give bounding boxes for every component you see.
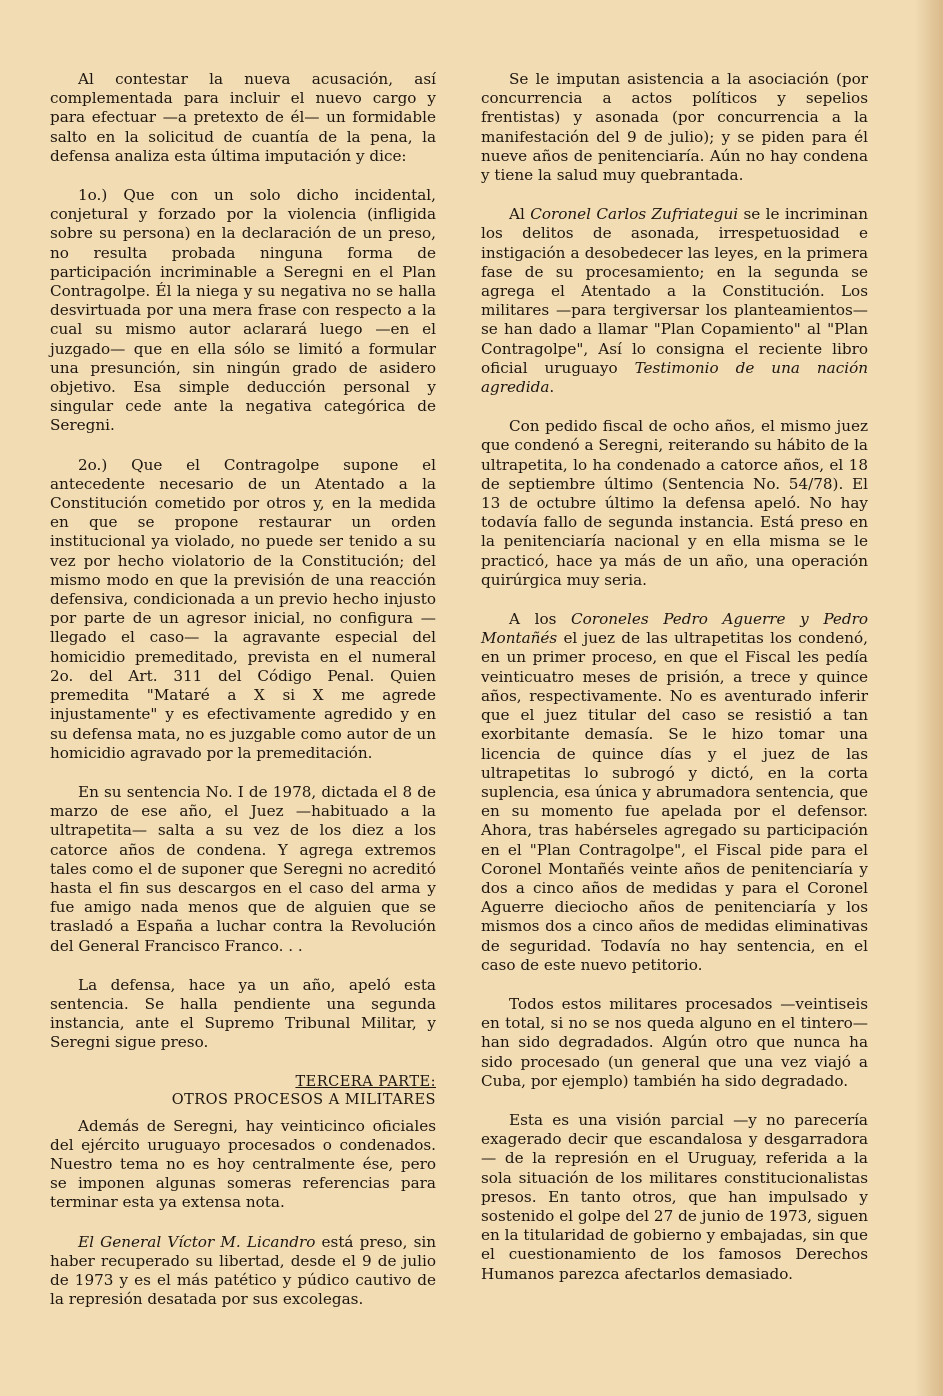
paragraph: 1o.) Que con un solo dicho incidental, conjetural y forzado por la violencia (infligida sobre su persona) en la declaración de un preso, no resulta probada ninguna forma de participación incriminable a Seregni en el Plan Contragolpe. Él la niega y su negativa no se halla desvirtuada por una mera frase con respecto a la cual su mismo autor aclarará luego —en el juzgado— que en ella sólo se limitó a formular una presunción, sin ningún grado de asidero objetivo. Esa simple deducción personal y singular cede ante la negativa categórica de Seregni. bbox=[50, 186, 436, 435]
paragraph: En su sentencia No. I de 1978, dictada el 8 de marzo de ese año, el Juez —habituado a la ultrapetita— salta a su vez de los diez a los catorce años de condena. Y agrega extremos tales como el de suponer que Seregni no acreditó hasta el fin sus descargos en el caso del arma y fue amigo nada menos que de alguien que se trasladó a España a luchar contra la Revolución del General Francisco Franco. . . bbox=[50, 782, 436, 955]
paragraph-text: el juez de las ultrapetitas los condenó, en un primer proceso, en que el Fiscal les pedía veinticuatro meses de prisión, a trece y quince años, respectivamente. No es aventurado inferir que el juez titular del caso se resistió a tan exorbitante demasía. Se le hizo tomar una licencia de quince días y el juez de las ultrapetitas lo subrogó y dictó, en la corta suplencia, esa única y abrumadora sentencia, que en su momento fue apelada por el defensor. Ahora, tras habérseles agregado su participación en el "Plan Contragolpe", el Fiscal pide para el Coronel Montañés veinte años de penitenciaría y dos a cinco años de medidas y para el Coronel Aguerre dieciocho años de penitenciaría y los mismos dos a cinco años de medidas eliminativas de seguridad. Todavía no hay sentencia, en el caso de este nuevo petitorio. bbox=[481, 629, 868, 974]
paragraph-text: A los bbox=[509, 610, 572, 629]
person-name: Coronel Carlos Zufriategui bbox=[530, 205, 739, 224]
section-heading-part: TERCERA PARTE: bbox=[295, 1073, 436, 1090]
paragraph: Al contestar la nueva acusación, así complementada para incluir el nuevo cargo y para efectuar —a pretexto de él— un formidable salto en la solicitud de cuantía de la pena, la defensa analiza esta última imputación y dice: bbox=[50, 70, 436, 165]
paragraph: Todos estos militares procesados —veintiseis en total, si no se nos queda alguno en el tintero— han sido degradados. Algún otro que nunca ha sido procesado (un general que una vez viajó a Cuba, por ejemplo) también ha sido degradado. bbox=[481, 994, 868, 1090]
paragraph bbox=[50, 1233, 436, 1310]
section-heading bbox=[50, 1073, 436, 1109]
paragraph: Esta es una visión parcial —y no parecería exagerado decir que escandalosa y desgarradora— de la represión en el Uruguay, referida a la sola situación de los militares constitucionalistas presos. En tanto otros, que han impulsado y sostenido el golpe del 27 de junio de 1973, siguen en la titularidad de gobierno y embajadas, sin que el cuestionamiento de los famosos Derechos Humanos parezca afectarlos demasiado. bbox=[481, 1110, 868, 1283]
paragraph-text: . bbox=[549, 378, 555, 397]
paragraph: Con pedido fiscal de ocho años, el mismo juez que condenó a Seregni, reiterando su hábito de la ultrapetita, lo ha condenado a catorce años, el 18 de septiembre último (Sentencia No. 54/78). El 13 de octubre último la defensa apeló. No hay todavía fallo de segunda instancia. Está preso en la penitenciaría nacional y en ella misma se le practicó, hace ya más de un año, una operación quirúrgica muy seria. bbox=[481, 417, 868, 589]
person-name: Coroneles Pedro Aguerre y Pedro Montañés bbox=[481, 610, 869, 648]
paragraph bbox=[481, 610, 868, 975]
paragraph-text: se le incriminan los delitos de asonada, irrespetuosidad e instigación a desobedecer las leyes, en la primera fase de su procesamiento; en la segunda se agrega el Atentado a la Constitución. Los militares —para tergiversar los planteamientos— se han dado a llamar "Plan Copamiento" al "Plan Contragolpe", Así lo consigna el reciente libro oficial uruguayo bbox=[481, 205, 869, 377]
paragraph: Además de Seregni, hay veinticinco oficiales del ejército uruguayo procesados o condenados. Nuestro tema no es hoy centralmente ése, pero se imponen algunas someras referencias para terminar esta ya extensa nota. bbox=[50, 1116, 436, 1212]
paragraph: La defensa, hace ya un año, apeló esta sentencia. Se halla pendiente una segunda instancia, ante el Supremo Tribunal Militar, y Seregni sigue preso. bbox=[50, 975, 436, 1052]
paragraph: Se le imputan asistencia a la asociación (por concurrencia a actos políticos y sepelios frentistas) y asonada (por concurrencia a la manifestación del 9 de julio); y se piden para él nueve años de penitenciaría. Aún no hay condena y tiene la salud muy quebrantada. bbox=[481, 70, 868, 185]
paragraph-text: está preso, sin haber recuperado su libertad, desde el 9 de julio de 1973 y es el más patético y púdico cautivo de la represión desatada por sus excolegas. bbox=[50, 1232, 437, 1309]
right-column bbox=[481, 70, 868, 1304]
paragraph bbox=[481, 205, 868, 397]
paragraph: 2o.) Que el Contragolpe supone el antecedente necesario de un Atentado a la Constitución cometido por otros y, en la medida en que se propone restaurar un orden institucional ya violado, no puede ser tenido a su vez por hecho violatorio de la Constitución; del mismo modo en que la previsión de una reacción defensiva, condicionada a un previo hecho injusto por parte de un agresor inicial, no configura —llegado el caso— la agravante especial del homicidio premeditado, prevista en el numeral 2o. del Art. 311 del Código Penal. Quien premedita "Mataré a X si X me agrede injustamente" y es efectivamente agredido y en su defensa mata, no es juzgable como autor de un homicidio agravado por la premeditación. bbox=[50, 455, 436, 762]
left-column bbox=[50, 70, 436, 1329]
book-title: Testimonio de una nación agredida bbox=[481, 358, 868, 397]
person-name: El General Víctor M. Licandro bbox=[78, 1232, 316, 1251]
section-heading-title: OTROS PROCESOS A MILITARES bbox=[171, 1091, 436, 1108]
paragraph-text: Al bbox=[509, 205, 531, 224]
